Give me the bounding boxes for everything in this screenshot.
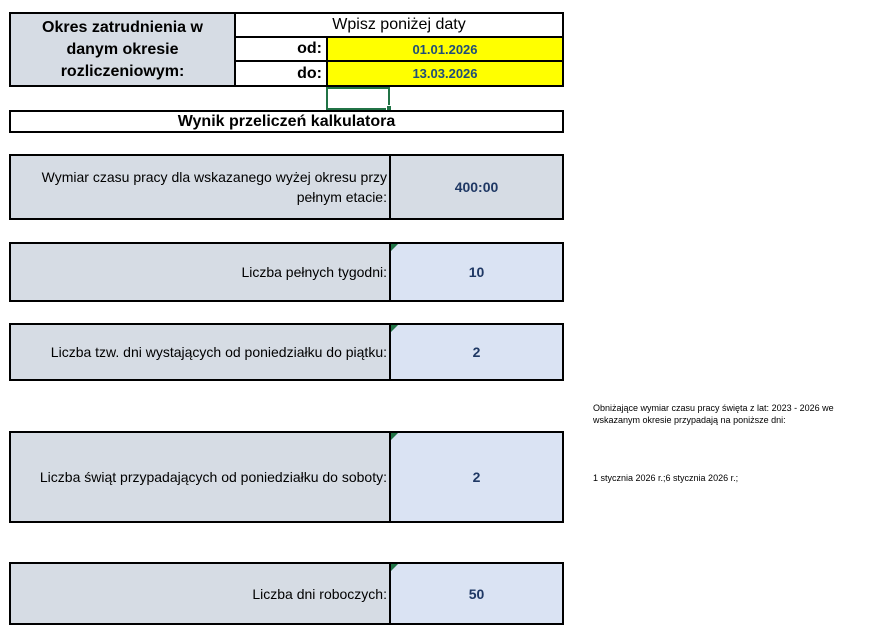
holidays-note-header — [593, 402, 875, 426]
to-label: do: — [297, 64, 322, 82]
from-date-input[interactable] — [326, 36, 564, 62]
comment-indicator-icon[interactable] — [391, 433, 398, 440]
row-value-extra-days: 2 — [472, 344, 481, 360]
row-label-cell-holidays[interactable] — [9, 431, 391, 523]
row-value-cell-holidays[interactable] — [389, 431, 564, 523]
holidays-note-text: Obniżające wymiar czasu pracy święta z lat: 2023 - 2026 we wskazanym okresie przypadają na poniższe dni: — [593, 403, 834, 425]
to-date-input[interactable] — [326, 60, 564, 87]
comment-indicator-icon[interactable] — [391, 564, 398, 571]
selected-cell[interactable] — [326, 87, 390, 110]
row-label-work-time: Wymiar czasu pracy dla wskazanego wyżej okresu przy pełnym etacie: — [41, 169, 387, 205]
result-title-cell[interactable] — [9, 110, 564, 133]
row-label-full-weeks: Liczba pełnych tygodni: — [241, 264, 387, 280]
result-title: Wynik przeliczeń kalkulatora — [177, 112, 396, 130]
row-value-cell-extra-days[interactable] — [389, 323, 564, 381]
row-value-cell-full-weeks[interactable] — [389, 242, 564, 302]
row-label-cell-full-weeks[interactable] — [9, 242, 391, 302]
row-value-full-weeks: 10 — [468, 264, 485, 280]
row-label-cell-work-time[interactable] — [9, 154, 391, 220]
holidays-list — [593, 472, 875, 484]
instruction-text: Wpisz poniżej daty — [332, 16, 466, 33]
from-label: od: — [297, 40, 322, 57]
period-title-cell[interactable] — [9, 12, 236, 87]
holidays-list-text: 1 stycznia 2026 r.;6 stycznia 2026 r.; — [593, 473, 739, 483]
row-value-cell-working-days[interactable] — [389, 562, 564, 625]
row-label-working-days: Liczba dni roboczych: — [252, 585, 387, 602]
from-label-cell[interactable] — [234, 36, 328, 62]
row-value-cell-work-time[interactable] — [389, 154, 564, 220]
instruction-cell[interactable] — [234, 12, 564, 38]
row-value-holidays: 2 — [472, 469, 481, 485]
comment-indicator-icon[interactable] — [391, 325, 398, 332]
to-date-value: 13.03.2026 — [412, 66, 478, 81]
row-value-work-time: 400:00 — [454, 179, 499, 195]
row-label-extra-days: Liczba tzw. dni wystających od poniedziałku do piątku: — [50, 344, 387, 360]
row-label-cell-extra-days[interactable] — [9, 323, 391, 381]
to-label-cell[interactable] — [234, 60, 328, 87]
period-title: Okres zatrudnienia w danym okresie rozliczeniowym: — [42, 18, 203, 80]
comment-indicator-icon[interactable] — [391, 244, 398, 251]
row-label-holidays: Liczba świąt przypadających od poniedziałku do soboty: — [39, 469, 387, 485]
from-date-value: 01.01.2026 — [412, 41, 478, 57]
row-label-cell-working-days[interactable] — [9, 562, 391, 625]
row-value-working-days: 50 — [468, 585, 485, 602]
